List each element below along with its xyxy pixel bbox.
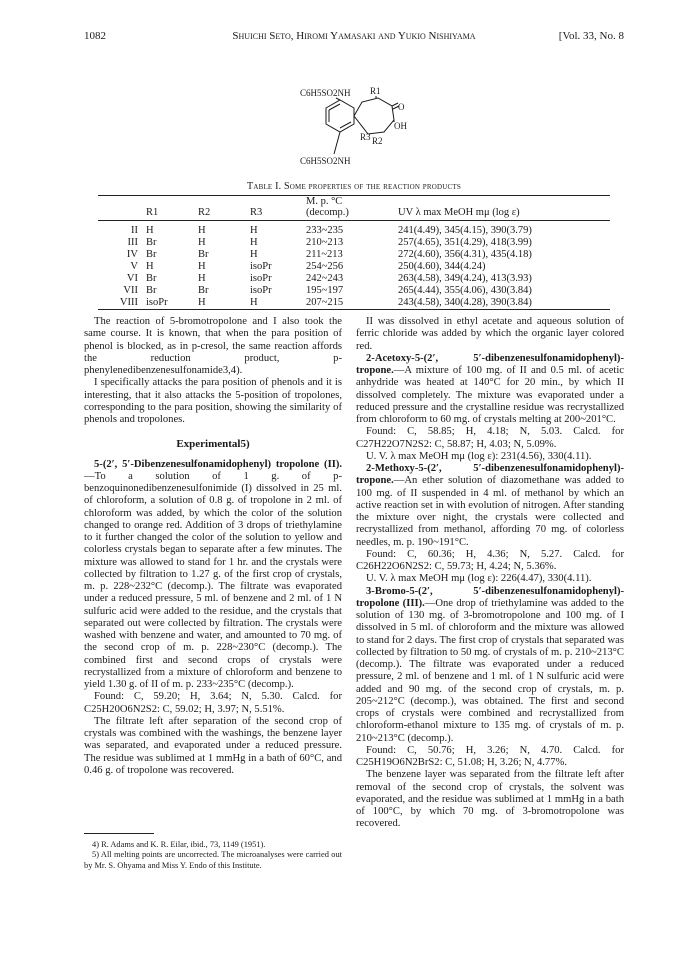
row-melting-point: 242~243 (306, 273, 344, 284)
row-r1: H (146, 261, 154, 272)
analysis-line: Found: C, 58.85; H, 4.18; N, 5.03. Calcd. for C27H22O7N2S2: C, 58.87; H, 4.03; N, 5.09%. (356, 426, 624, 450)
row-melting-point: 207~215 (306, 297, 344, 308)
table-row (98, 273, 610, 285)
table-header-mp-line1: M. p. °C (306, 196, 343, 207)
table-header-r1: R1 (146, 207, 159, 218)
row-r2: Br (198, 249, 209, 260)
analysis-line: Found: C, 59.20; H, 3.64; N, 5.30. Calcd. for C25H20O6N2S2: C, 59.02; H, 3.97; N, 5.51%. (84, 691, 342, 715)
table-header-uv: UV λ max MeOH mμ (log ε) (398, 207, 520, 218)
table-header-r3: R3 (250, 207, 263, 218)
compound-title: 5-(2′, 5′-Dibenzenesulfonamidophenyl) tropolone (II). (94, 458, 342, 470)
row-melting-point: 210~213 (306, 237, 344, 248)
row-compound-id: VIII (119, 297, 138, 308)
footnote-divider (84, 833, 154, 834)
row-compound-id: VII (123, 285, 138, 296)
row-uv: 243(4.58), 340(4.28), 390(3.84) (398, 297, 532, 308)
row-r1: isoPr (146, 297, 168, 308)
row-uv: 265(4.44), 355(4.06), 430(3.84) (398, 285, 532, 296)
procedure-text: —One drop of triethylamine was added to the solution of 130 mg. of 3-bromotropolone and 100 mg. of I dissolved in 5 ml. of chloroform and the mixture was allowed to stand for 2 days. The first crop of crystals that separated was collected by filtration to 50 mg. of crystals of m. p. 210~213°C (decomp.). The filtrate was evaporated under a reduced pressure, 2 ml. of benzene and 1 ml. of 1 N sulfuric acid were added and 90 mg. of the second crop of crystals, m. p. 205~212°C (decomp.), was obtained. The first and second crops of crystals were combined and recrystallized from chloroform-ethanol mixture to 135 mg. of crystals of m. p. 210~213°C (decomp.). (356, 597, 624, 744)
table-header-r2: R2 (198, 207, 211, 218)
compound-title: 3-Bromo-5-(2′, 5′-dibenzenesulfonamidophenyl)-tropolone (III). (356, 585, 624, 609)
row-r3: isoPr (250, 273, 272, 284)
row-compound-id: III (127, 237, 138, 248)
uv-line: U. V. λ max MeOH mμ (log ε): 226(4.47), 330(4.11). (366, 573, 592, 585)
compound-title: 2-Methoxy-5-(2′, 5′-dibenzenesulfonamidophenyl)-tropone. (356, 463, 624, 487)
row-r2: Br (198, 285, 209, 296)
chemical-structure (298, 84, 418, 176)
compound-title: 2-Acetoxy-5-(2′, 5′-dibenzenesulfonamidophenyl)-tropone. (356, 352, 624, 376)
row-melting-point: 195~197 (306, 285, 344, 296)
structure-bottom-group: C6H5SO2NH (300, 156, 351, 166)
row-r3: isoPr (250, 261, 272, 272)
row-uv: 263(4.58), 349(4.24), 413(3.93) (398, 273, 532, 284)
body-paragraph (356, 353, 624, 427)
row-r3: isoPr (250, 285, 272, 296)
row-r2: H (198, 297, 206, 308)
table-row (98, 237, 610, 249)
table-row (98, 297, 610, 310)
row-uv: 250(4.60), 344(4.24) (398, 261, 486, 272)
body-paragraph: II was dissolved in ethyl acetate and aqueous solution of ferric chloride was added by which the organic layer colored red. (356, 316, 624, 352)
table-body (98, 221, 610, 310)
row-r1: Br (146, 285, 157, 296)
row-melting-point: 211~213 (306, 249, 343, 260)
body-paragraph: I specifically attacks the para position of phenols and it is interesting, that it also attacks the 5-position of tropolones, corresponding to the para position, showing the similarity of phenols and tropolones. (84, 377, 342, 425)
table-header-mp-line2: (decomp.) (306, 207, 349, 218)
right-column (356, 316, 624, 831)
body-paragraph (84, 459, 342, 692)
table-row (98, 285, 610, 297)
body-paragraph (356, 586, 624, 745)
properties-table (98, 195, 610, 310)
row-r3: H (250, 249, 258, 260)
body-paragraph: The filtrate left after separation of the second crop of crystals was combined with the washings, the benzene layer was separated, and evaporated under a reduced pressure. The residue was sublimed at 1 mmHg in a bath of 60°C, and 0.46 g. of tropolone was recovered. (84, 715, 342, 776)
row-r1: H (146, 225, 154, 236)
tropolone-ring (354, 98, 394, 134)
footnote-4: 4) R. Adams and K. R. Eilar, ibid., 73, 1149 (1951). (92, 840, 266, 849)
row-compound-id: II (131, 225, 138, 236)
procedure-text: —A mixture of 100 mg. of II and 0.5 ml. of acetic anhydride was heated at 140°C for 20 min., by which II dissolved completely. The mixture was evaporated under a reduced pressure and the crystalline residue was recrystallized from chloroform to 60 mg. of crystals melting at 200~201°C. (356, 365, 624, 425)
row-uv: 257(4.65), 351(4.29), 418(3.99) (398, 237, 532, 248)
row-r2: H (198, 225, 206, 236)
row-melting-point: 233~235 (306, 225, 344, 236)
footnotes (84, 833, 342, 871)
structure-hydroxyl: OH (394, 121, 407, 131)
running-header (84, 30, 624, 46)
header-volume: [Vol. 33, No. 8 (558, 30, 624, 42)
body-paragraph: The reaction of 5-bromotropolone and I also took the same course. It is known, that when the para position of phenol is blocked, as in p-cresol, the same reaction affords the reduction product, p-phenylenedibenzenesulfonamide3,4). (84, 316, 342, 376)
structure-r2: R2 (372, 136, 383, 146)
page-number: 1082 (84, 30, 106, 42)
structure-r1: R1 (370, 86, 381, 96)
table-row (98, 221, 610, 237)
row-r3: H (250, 225, 258, 236)
row-uv: 272(4.60), 356(4.31), 435(4.18) (398, 249, 532, 260)
benzene-ring (326, 100, 354, 132)
structure-oxo: O (398, 102, 405, 112)
procedure-text: —An ether solution of diazomethane was added to 100 mg. of II suspended in 4 ml. of methanol by which an active reaction set in with evolution of nitrogen. After standing the mixture over night, the crystals were collected and recrystallized from methanol, affording 70 mg. of colorless needles, m. p. 190~191°C. (356, 475, 624, 548)
analysis-line: Found: C, 60.36; H, 4.36; N, 5.27. Calcd. for C26H22O6N2S2: C, 59.73; H, 4.24; N, 5.36%. (356, 548, 624, 572)
row-r3: H (250, 297, 258, 308)
footnote-5: 5) All melting points are uncorrected. The microanalyses were carried out by Mr. S. Ohyama and Miss Y. Endo of this Institute. (84, 850, 342, 870)
header-authors: Shuichi Seto, Hiromi Yamasaki and Yukio Nishiyama (232, 30, 476, 42)
row-r1: Br (146, 237, 157, 248)
row-r1: Br (146, 249, 157, 260)
row-r2: H (198, 273, 206, 284)
section-heading-experimental: Experimental5) (176, 438, 250, 451)
procedure-text: —To a solution of 1 g. of p-benzoquinonedibenzenesulfonimide (I) dissolved in 25 ml. of chloroform, a solution of 0.8 g. of tropolone in 2 ml. of chloroform was added, by which the color of the solution changed to orange red. Addition of 3 drops of triethylamine to it further changed the color of the solution to yellow and colorless crystals began to separate after a few minutes. The mixture was allowed to stand for 1 hr. and the crystals were collected by filtration to 1.27 g. of the first crop of crystals, m. p. 228~232°C (decomp.). The filtrate was evaporated under a reduced pressure, 5 ml. of benzene and 2 ml. of 1 N sulfuric acid were added to the residue, and the crystals that separated out were collected by filtration. The crystals were washed with benzene and water, and amounted to 70 mg. of the second crop of m. p. 228~230°C (decomp.). The combined first and second crops of crystals were recrystallized from a mixture of chloroform and benzene to yield 1.30 g. of II of m. p. 233~235°C (decomp.). (84, 470, 342, 690)
table-row (98, 249, 610, 261)
row-compound-id: IV (126, 249, 138, 260)
table-header-id (98, 196, 146, 221)
structure-r3: R3 (360, 132, 371, 142)
table-row (98, 261, 610, 273)
analysis-line: Found: C, 50.76; H, 3.26; N, 4.70. Calcd. for C25H19O6N2BrS2: C, 51.08; H, 3.26; N, 4.77%. (356, 744, 624, 768)
row-uv: 241(4.49), 345(4.15), 390(3.79) (398, 225, 532, 236)
structure-top-group: C6H5SO2NH (300, 88, 351, 98)
body-paragraph: The benzene layer was separated from the filtrate left after removal of the second crop of crystals, the solvent was evaporated, and the residue was sublimed at 1 mmHg in a bath of 100°C, by which 70 mg. of 3-bromotropolone was recovered. (356, 769, 624, 830)
row-r1: Br (146, 273, 157, 284)
uv-line: U. V. λ max MeOH mμ (log ε): 231(4.56), 330(4.11). (366, 450, 592, 462)
left-column (84, 316, 342, 777)
row-melting-point: 254~256 (306, 261, 344, 272)
row-r3: H (250, 237, 258, 248)
row-r2: H (198, 261, 206, 272)
row-compound-id: V (130, 261, 138, 272)
body-paragraph (356, 463, 624, 549)
table-caption: Table I. Some properties of the reaction products (247, 181, 461, 192)
row-compound-id: VI (126, 273, 138, 284)
row-r2: H (198, 237, 206, 248)
table-header-mp (306, 196, 398, 221)
